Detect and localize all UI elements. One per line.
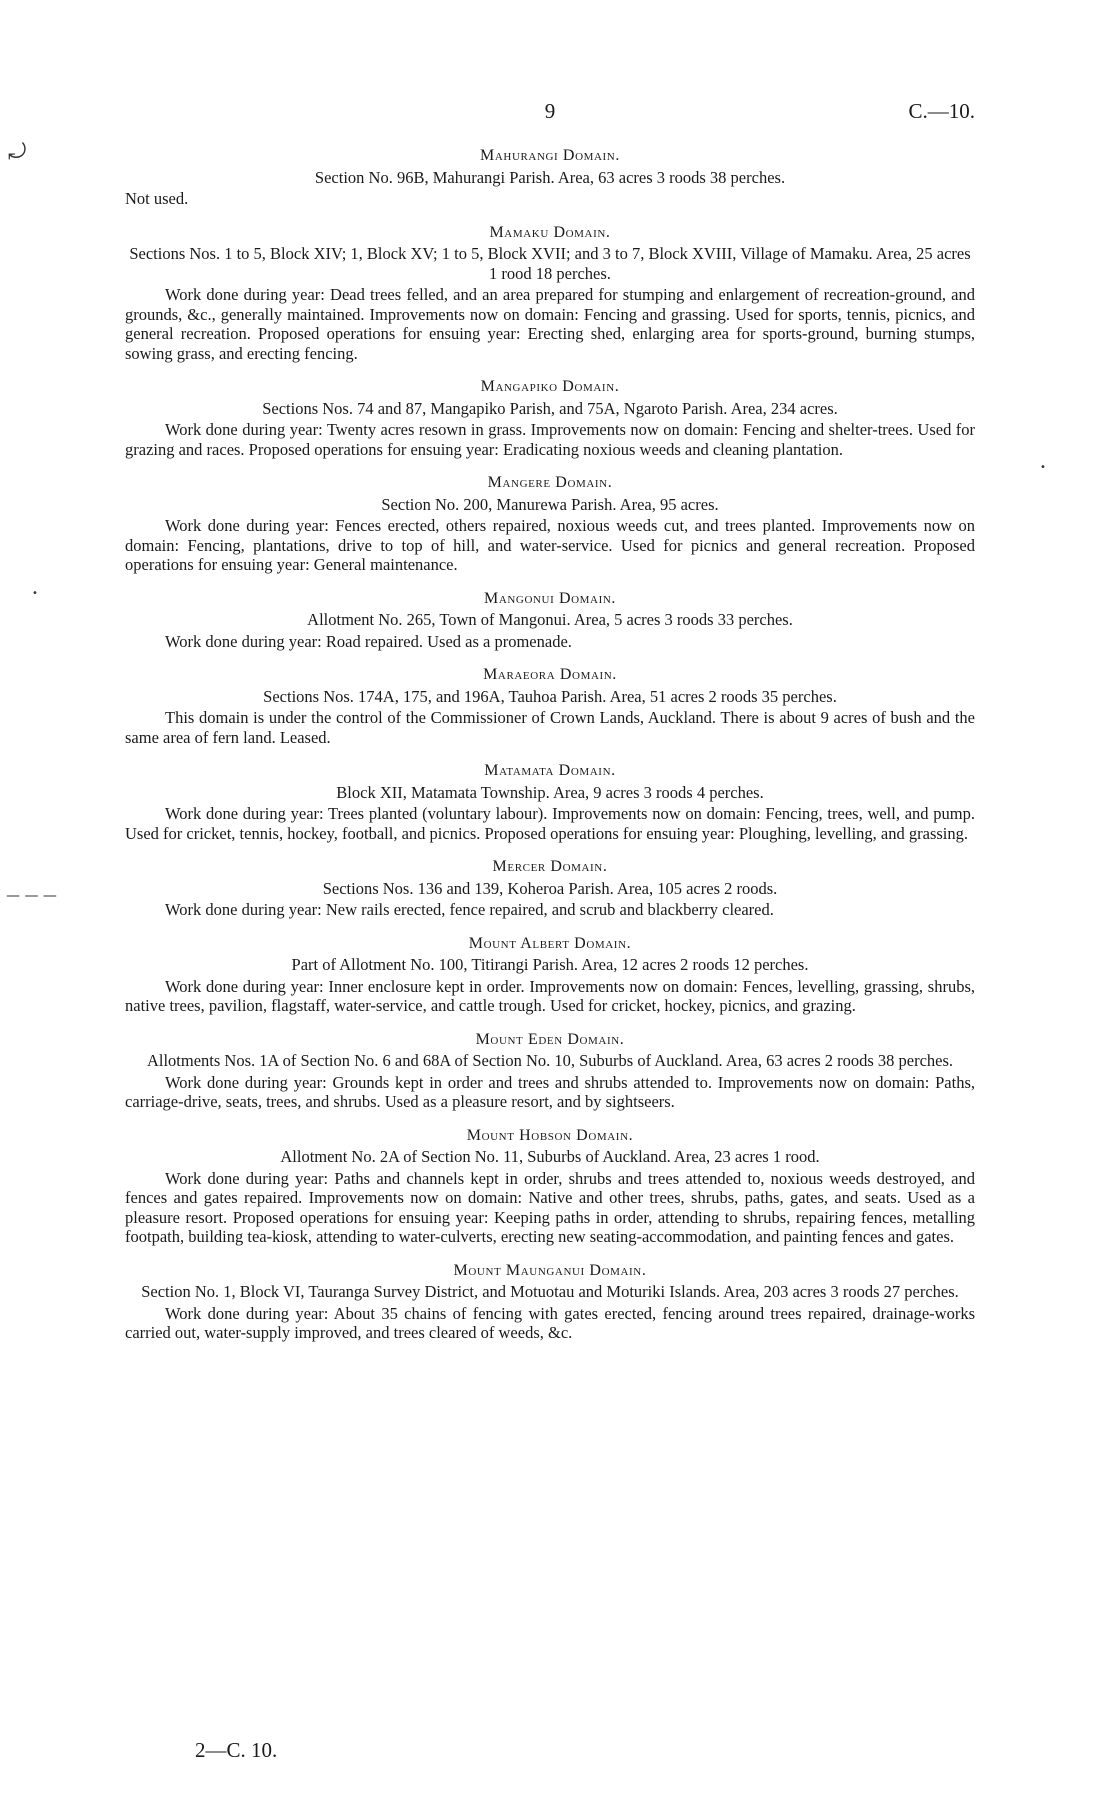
domain-title: Mangere Domain. — [487, 474, 613, 491]
page-reference: C.—10. — [908, 99, 975, 123]
domain-legal: Part of Allotment No. 100, Titirangi Parish. Area, 12 acres 2 roods 12 perches. — [291, 955, 809, 974]
domain-paragraph: Work done during year: Road repaired. Used as a promenade. — [165, 631, 572, 651]
domain-section-mercer — [125, 857, 975, 920]
margin-mark-right: • — [1040, 462, 1046, 473]
domain-paragraph: Work done during year: Grounds kept in order and trees and shrubs attended to. Improvements now on domain: Paths, carriage-drive, seats, trees, and shrubs. Used as a pleasure resort, and by sightseers. — [125, 1072, 975, 1111]
domain-title: Mercer Domain. — [492, 858, 608, 875]
domain-title: Mahurangi Domain. — [480, 147, 620, 164]
domain-legal: Section No. 1, Block VI, Tauranga Survey District, and Motuotau and Moturiki Islands. Area, 203 acres 3 roods 27 perches. — [141, 1282, 959, 1301]
domain-legal: Allotments Nos. 1A of Section No. 6 and 68A of Section No. 10, Suburbs of Auckland. Area, 63 acres 2 roods 38 perches. — [146, 1051, 954, 1070]
margin-mark-left: — — — — [6, 888, 57, 904]
domain-section-mount-eden — [125, 1030, 975, 1112]
domain-paragraph: Work done during year: Fences erected, others repaired, noxious weeds cut, and trees planted. Improvements now on domain: Fencing, plantations, drive to top of hill, and water-service. Used for picnics and general recreation. Proposed operations for ensuing year: General maintenance. — [125, 516, 975, 574]
document-page — [125, 92, 975, 1345]
domain-paragraph: Work done during year: Dead trees felled, and an area prepared for stumping and enlargement of recreation-ground, and grounds, &c., generally maintained. Improvements now on domain: Fencing and grassing. Used for sports, tennis, picnics, and general recreation. Proposed operations for ensuing year: Erecting shed, enlarging area for sports-ground, burning stumps, sowing grass, and erecting fencing. — [125, 285, 975, 363]
domain-paragraph: This domain is under the control of the Commissioner of Crown Lands, Auckland. There is about 9 acres of bush and the same area of fern land. Leased. — [125, 708, 975, 747]
domain-section-matamata — [125, 761, 975, 843]
domain-title: Mount Maunganui Domain. — [453, 1261, 647, 1279]
domain-legal: Block XII, Matamata Township. Area, 9 acres 3 roods 4 perches. — [336, 782, 764, 802]
domain-section-maraeora — [125, 665, 975, 747]
page-header — [125, 92, 975, 132]
footer-signature: 2—C. 10. — [195, 1738, 278, 1762]
domain-legal: Sections Nos. 174A, 175, and 196A, Tauhoa Parish. Area, 51 acres 2 roods 35 perches. — [263, 686, 837, 706]
domain-paragraph: Work done during year: About 35 chains of fencing with gates erected, fencing around trees repaired, drainage-works carried out, water-supply improved, and trees cleared of weeds, &c. — [125, 1303, 975, 1342]
domain-section-mount-maunganui — [125, 1261, 975, 1343]
margin-mark-top-left: ⤾ — [8, 140, 27, 165]
domain-section-mangonui — [125, 589, 975, 652]
domain-title: Mount Albert Domain. — [468, 934, 632, 952]
page-number: 9 — [544, 99, 556, 123]
domain-legal: Section No. 96B, Mahurangi Parish. Area, 63 acres 3 roods 38 perches. — [314, 167, 786, 187]
domain-section-mount-albert — [125, 934, 975, 1016]
domain-title: Mangonui Domain. — [484, 589, 616, 607]
domain-title: Mount Hobson Domain. — [466, 1126, 634, 1144]
domain-title: Mamaku Domain. — [489, 223, 611, 241]
domain-title: Maraeora Domain. — [483, 666, 617, 683]
domain-legal: Allotment No. 265, Town of Mangonui. Area, 5 acres 3 roods 33 perches. — [307, 610, 793, 629]
domain-section-mangere — [125, 473, 975, 575]
domain-legal: Sections Nos. 74 and 87, Mangapiko Parish, and 75A, Ngaroto Parish. Area, 234 acres. — [262, 398, 838, 418]
domain-title: Matamata Domain. — [484, 762, 616, 779]
domain-paragraph: Work done during year: New rails erected, fence repaired, and scrub and blackberry cleared. — [165, 900, 774, 919]
domain-title: Mangapiko Domain. — [480, 378, 620, 395]
domain-title: Mount Eden Domain. — [475, 1030, 625, 1048]
domain-legal: Sections Nos. 1 to 5, Block XIV; 1, Block XV; 1 to 5, Block XVII; and 3 to 7, Block XVIII, Village of Mamaku. Area, 25 acres 1 rood 18 perches. — [129, 244, 971, 283]
margin-mark-left-dot: • — [32, 588, 38, 599]
domain-section-mamaku — [125, 223, 975, 364]
domain-paragraph: Work done during year: Trees planted (voluntary labour). Improvements now on domain: Fencing, trees, well, and pump. Used for cricket, tennis, hockey, football, and picnics. Proposed operations for ensuing year: Ploughing, levelling, and grassing. — [125, 804, 975, 843]
domain-paragraph: Work done during year: Twenty acres resown in grass. Improvements now on domain: Fencing and shelter-trees. Used for grazing and races. Proposed operations for ensuing year: Eradicating noxious weeds and cleaning plantation. — [125, 420, 975, 459]
domain-section-mount-hobson — [125, 1126, 975, 1247]
domain-note: Not used. — [125, 189, 189, 208]
domain-section-mangapiko — [125, 377, 975, 459]
domain-legal: Sections Nos. 136 and 139, Koheroa Parish. Area, 105 acres 2 roods. — [322, 878, 778, 898]
domain-legal: Allotment No. 2A of Section No. 11, Suburbs of Auckland. Area, 23 acres 1 rood. — [280, 1147, 820, 1166]
domain-paragraph: Work done during year: Inner enclosure kept in order. Improvements now on domain: Fences, levelling, grassing, shrubs, native trees, pavilion, flagstaff, water-service, and cattle trough. Used for cricket, hockey, picnics, and grazing. — [125, 976, 975, 1015]
domain-section-mahurangi — [125, 146, 975, 209]
domain-paragraph: Work done during year: Paths and channels kept in order, shrubs and trees attended to, noxious weeds destroyed, and fences and gates repaired. Improvements now on domain: Native and other trees, shrubs, paths, gates, and seats. Used as a pleasure resort. Proposed operations for ensuing year: Keeping paths in order, attending to shrubs, repairing fences, metalling footpath, building tea-kiosk, attending to water-culverts, erecting new seating-accommodation, and painting fences and gates. — [125, 1168, 975, 1246]
domain-legal: Section No. 200, Manurewa Parish. Area, 95 acres. — [381, 494, 719, 514]
